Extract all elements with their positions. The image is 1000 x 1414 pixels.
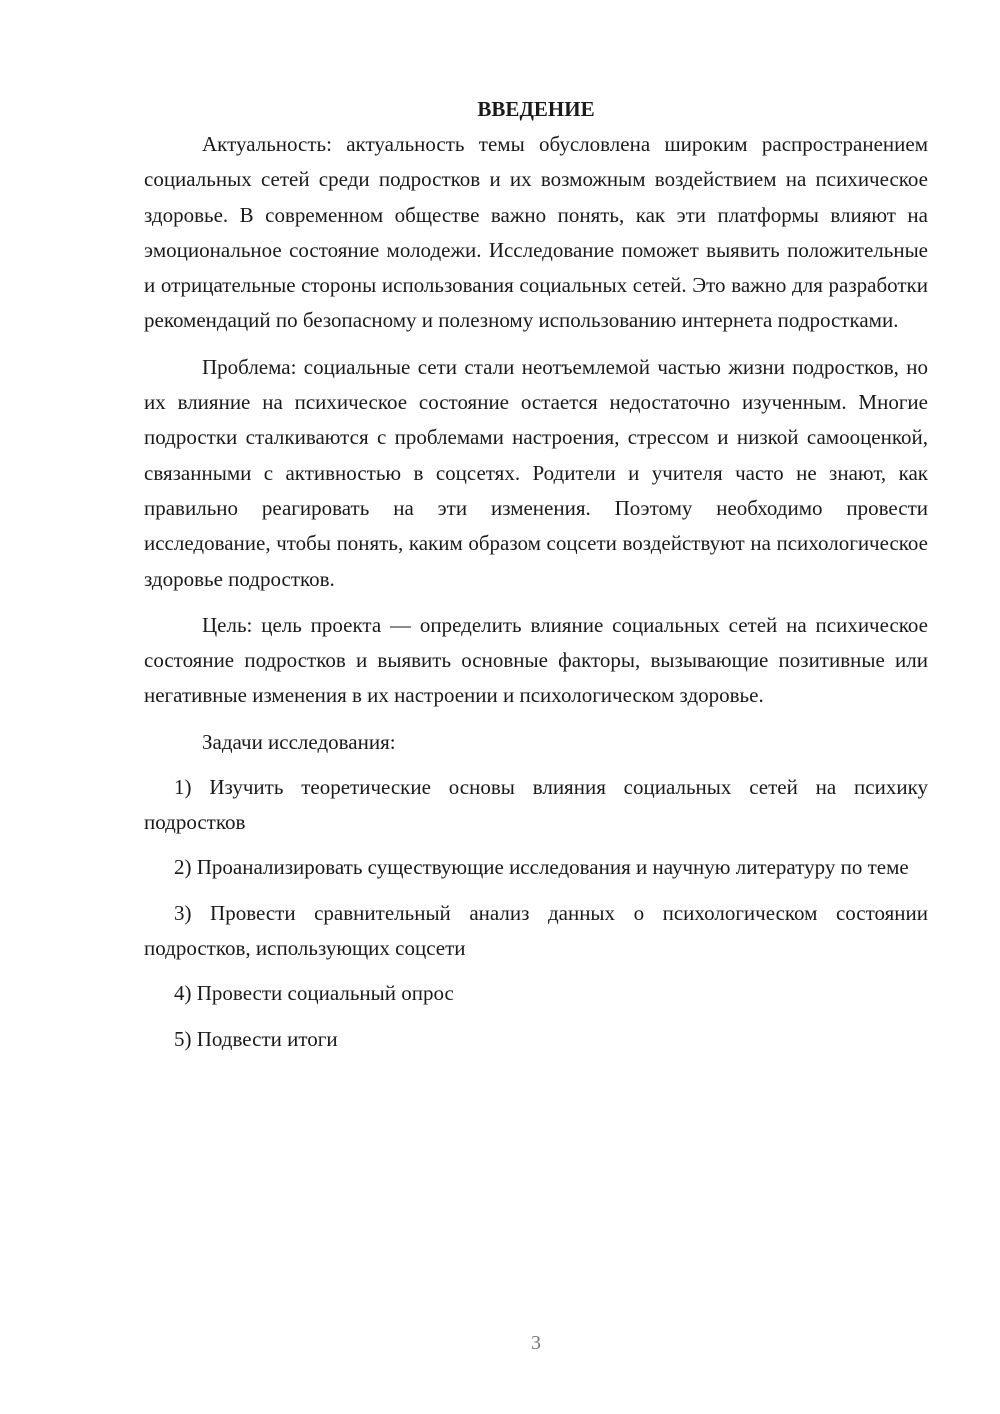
section-heading: ВВЕДЕНИЕ bbox=[477, 97, 595, 121]
page-number: 3 bbox=[531, 1332, 541, 1354]
paragraph-goal: Цель: цель проекта — определить влияние социальных сетей на психическое состояние подростков и выявить основные факторы, вызывающие позитивные или негативные изменения в их настроении и психологическом здоровье. bbox=[144, 612, 928, 708]
task-item-3: 3) Провести сравнительный анализ данных о психологическом состоянии подростков, использующих соцсети bbox=[144, 900, 928, 960]
task-item-4: 4) Провести социальный опрос bbox=[174, 981, 454, 1006]
task-item-2: 2) Проанализировать существующие исследования и научную литературу по теме bbox=[174, 855, 909, 880]
task-item-5: 5) Подвести итоги bbox=[174, 1026, 338, 1051]
document-page bbox=[144, 92, 928, 1057]
task-item-1: 1) Изучить теоретические основы влияния социальных сетей на психику подростков bbox=[144, 774, 928, 835]
tasks-title: Задачи исследования: bbox=[202, 729, 396, 754]
paragraph-relevance: Актуальность: актуальность темы обусловлена широким распространением социальных сетей среди подростков и их возможным воздействием на психическое здоровье. В современном обществе важно понять, как эти платформы влияют на эмоциональное состояние молодежи. Исследование поможет выявить положительные и отрицательные стороны использования социальных сетей. Это важно для разработки рекомендаций по безопасному и полезному использованию интернета подростками. bbox=[144, 132, 928, 333]
paragraph-problem: Проблема: социальные сети стали неотъемлемой частью жизни подростков, но их влияние на психическое состояние остается недостаточно изученным. Многие подростки сталкиваются с проблемами настроения, стрессом и низкой самооценкой, связанными с активностью в соцсетях. Родители и учителя часто не знают, как правильно реагировать на эти изменения. Поэтому необходимо провести исследование, чтобы понять, каким образом соцсети воздействуют на психологическое здоровье подростков. bbox=[144, 354, 928, 591]
